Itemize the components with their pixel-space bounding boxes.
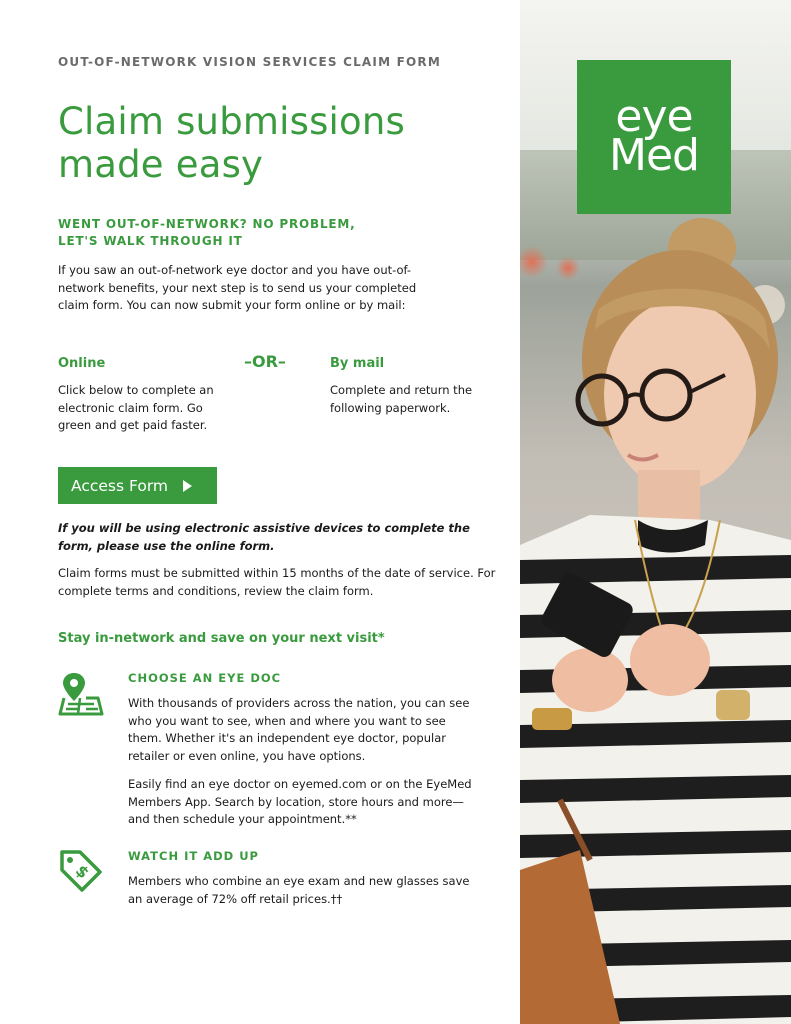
logo-text-eye: eye xyxy=(615,91,693,142)
headline-line-1: Claim submissions xyxy=(58,100,406,143)
section-text-choose-eye-doc-2: Easily find an eye doctor on eyemed.com or on the EyeMed Members App. Search by location, store hours and more—and then schedule your appointment.** xyxy=(128,777,472,826)
page-title xyxy=(58,100,498,186)
headline-line-2: made easy xyxy=(58,143,264,186)
form-eyebrow: OUT-OF-NETWORK VISION SERVICES CLAIM FORM xyxy=(58,55,441,69)
online-title: Online xyxy=(58,356,106,371)
claim-deadline-note: Claim forms must be submitted within 15 months of the date of service. For complete terms and conditions, review the claim form. xyxy=(58,566,496,598)
play-arrow-icon xyxy=(183,480,192,492)
by-mail-description: Complete and return the following paperwork. xyxy=(330,383,473,415)
access-form-button[interactable] xyxy=(58,467,217,504)
assistive-devices-note: If you will be using electronic assistive devices to complete the form, please use the online form. xyxy=(58,521,470,553)
intro-paragraph: If you saw an out-of-network eye doctor and you have out-of-network benefits, your next step is to send us your completed claim form. You can now submit your form online or by mail: xyxy=(58,263,417,312)
logo-text-med: Med xyxy=(609,130,699,181)
stay-in-network-heading: Stay in-network and save on your next visit* xyxy=(58,631,385,646)
or-divider: –OR– xyxy=(244,352,286,371)
access-form-label: Access Form xyxy=(71,476,169,495)
eyemed-logo xyxy=(577,60,731,214)
price-tag-icon xyxy=(58,848,104,896)
section-text-choose-eye-doc-1: With thousands of providers across the nation, you can see who you want to see, when and where you want to see them. Whether it's an independent eye doctor, popular retailer or even online, you have options. xyxy=(128,696,470,763)
subheading-line-2: LET'S WALK THROUGH IT xyxy=(58,234,243,248)
section-title-watch-it-add-up: WATCH IT ADD UP xyxy=(128,849,259,863)
section-title-choose-eye-doc: CHOOSE AN EYE DOC xyxy=(128,671,282,685)
subheading xyxy=(58,216,458,250)
subheading-line-1: WENT OUT-OF-NETWORK? NO PROBLEM, xyxy=(58,217,356,231)
section-text-watch-it-add-up: Members who combine an eye exam and new glasses save an average of 72% off retail prices.†† xyxy=(128,874,470,906)
online-description: Click below to complete an electronic claim form. Go green and get paid faster. xyxy=(58,383,214,432)
map-pin-icon xyxy=(58,670,104,718)
svg-text:$: $ xyxy=(71,860,94,883)
by-mail-title: By mail xyxy=(330,356,385,371)
